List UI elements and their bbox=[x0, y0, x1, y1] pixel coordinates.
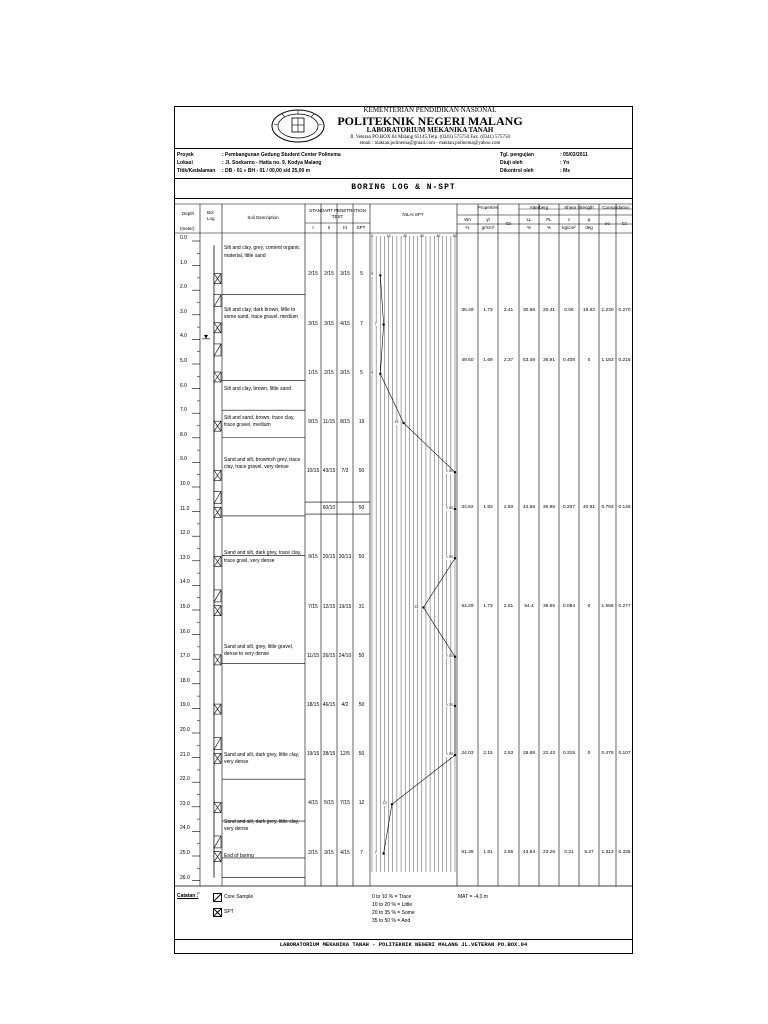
property-pl: 23.26 bbox=[542, 849, 555, 855]
property-cc: 0.107 bbox=[618, 751, 631, 757]
property-gs: 2.53 bbox=[503, 751, 514, 757]
spt-blows-ii: 38/15 bbox=[322, 751, 336, 758]
spt-point bbox=[402, 422, 404, 424]
property-ll: 44.66 bbox=[522, 505, 535, 511]
spt-point-label: 7 bbox=[374, 850, 377, 855]
phi-unit: deg bbox=[585, 225, 593, 230]
spt-sample-icon bbox=[213, 908, 222, 917]
property-c: 0.408 bbox=[562, 357, 575, 363]
proyek-label: Proyek bbox=[177, 152, 194, 158]
spt-blows-ii: 46/15 bbox=[322, 701, 336, 708]
property-cc: 0.270 bbox=[618, 308, 631, 314]
property-gt: 1.69 bbox=[483, 357, 493, 363]
spt-col-ii: II bbox=[327, 225, 331, 230]
depth-label: 5.0 bbox=[180, 358, 187, 364]
spt-point bbox=[382, 323, 384, 325]
property-gt: 1.93 bbox=[483, 505, 493, 511]
depth-label: 23.0 bbox=[180, 800, 190, 807]
spt-point-label: 12 bbox=[382, 801, 387, 806]
spt-blows-i: 19/15 bbox=[306, 751, 320, 758]
property-wn: 49.50 bbox=[461, 357, 474, 363]
depth-label: 12.0 bbox=[180, 530, 190, 537]
depth-label: 13.0 bbox=[180, 554, 190, 561]
spt-point-label: > 50 bbox=[446, 752, 453, 757]
spt-blows-ii: 5/15 bbox=[324, 800, 334, 807]
property-cc: 0.335 bbox=[618, 849, 631, 855]
spt-blows-ii: 3/15 bbox=[324, 320, 334, 327]
depth-unit: (meter) bbox=[180, 226, 195, 231]
property-cc: 0.146 bbox=[618, 505, 631, 511]
property-c: 0.21 bbox=[564, 849, 574, 855]
spt-blows-ii: 26/15 bbox=[322, 652, 336, 659]
spt-value: 5 bbox=[360, 369, 363, 376]
spt-blows-i: 1/15 bbox=[308, 369, 318, 376]
spt-value: 50 bbox=[358, 505, 365, 512]
property-c: 0.06 bbox=[564, 308, 574, 314]
nilai-axis-tick: 40 bbox=[436, 234, 441, 238]
spt-blows-iii: 12/5 bbox=[340, 751, 350, 758]
soil-desc-header: Soil Description bbox=[247, 215, 279, 220]
atterberg-header: Atterberg bbox=[529, 205, 549, 210]
property-phi: 19.62 bbox=[582, 308, 595, 314]
cc-header: Cc bbox=[621, 221, 628, 226]
depth-label: 15.0 bbox=[180, 604, 190, 610]
spt-col-spt: SPT bbox=[356, 225, 366, 230]
soil-layer-description: Sand and silt, dark grey, little clay, very dense bbox=[224, 752, 300, 766]
spt-blows-i: 3/15 bbox=[308, 320, 318, 327]
nilai-axis-tick: 10 bbox=[386, 234, 391, 238]
spt-point-label: > 50 bbox=[446, 469, 453, 474]
depth-label: 19.0 bbox=[180, 702, 190, 709]
groundwater-triangle bbox=[204, 335, 208, 339]
soil-layer-description: Sand and silt, brownish grey, trace clay, trace gravel, very dense bbox=[224, 456, 301, 471]
depth-label: 4.0 bbox=[180, 333, 187, 340]
spt-point bbox=[391, 803, 393, 805]
dikontrol-label: Dikontrol oleh bbox=[500, 168, 534, 174]
nilai-axis-tick: 0 bbox=[371, 234, 373, 238]
c-header: c bbox=[567, 217, 571, 222]
note-little: 10 to 20 % = Little bbox=[372, 902, 413, 908]
spt-point-label: 19 bbox=[394, 420, 399, 424]
consol-header: Consolidation bbox=[602, 205, 630, 210]
depth-label: 6.0 bbox=[180, 382, 187, 389]
spt-blows-iii: 3/15 bbox=[340, 271, 350, 278]
property-gs: 2.41 bbox=[503, 308, 514, 314]
property-gt: 1.81 bbox=[483, 849, 493, 855]
depth-label: 16.0 bbox=[180, 628, 190, 635]
property-eo: 1.585 bbox=[601, 603, 614, 609]
spt-value: 31 bbox=[358, 603, 365, 610]
spt-point bbox=[454, 471, 456, 473]
property-wn: 34.62 bbox=[461, 505, 474, 511]
shear-header: Shear strength bbox=[564, 205, 594, 210]
spt-blows-iii: 3/15 bbox=[340, 369, 350, 376]
spt-value: 50 bbox=[358, 701, 365, 708]
property-ll: 54.4 bbox=[524, 603, 534, 609]
spt-blows-i: 10/15 bbox=[306, 468, 320, 475]
tgl-value: : 05/03/2011 bbox=[560, 152, 588, 158]
property-wn: 61.38 bbox=[461, 849, 474, 855]
depth-label: 3.0 bbox=[180, 308, 187, 315]
soil-layer-description: Silt and sand, brown, trace clay, trace gravel, medium bbox=[224, 415, 295, 429]
spt-blows-iii: 4/15 bbox=[340, 320, 350, 327]
spt-point bbox=[454, 705, 456, 707]
spt-point bbox=[454, 656, 456, 658]
depth-label: 2.0 bbox=[180, 284, 187, 291]
property-eo: 0.793 bbox=[601, 505, 614, 511]
depth-label: 11.0 bbox=[180, 505, 190, 512]
depth-label: 0.0 bbox=[180, 235, 187, 241]
spt-point-label: > 50 bbox=[446, 506, 453, 511]
spt-value: 50 bbox=[358, 652, 365, 659]
diuji-label: Diuji oleh bbox=[500, 160, 523, 166]
pl-unit: % bbox=[546, 225, 551, 230]
spt-value: 50 bbox=[358, 751, 365, 758]
c-unit: kg/cm² bbox=[562, 225, 576, 230]
depth-label: 18.0 bbox=[180, 677, 190, 684]
lokasi-value: : Jl. Soekarno - Hatta no. 9, Kodya Malang bbox=[222, 160, 322, 166]
soil-layer-description: Silt and clay, brown, little sand bbox=[224, 385, 291, 392]
spt-blows-iii: 4/2 bbox=[341, 701, 349, 708]
spt-blows-ii: 3/15 bbox=[324, 849, 334, 856]
property-eo: 1.183 bbox=[601, 357, 614, 363]
properties-header: Properties bbox=[477, 205, 499, 210]
property-ll: 53.48 bbox=[522, 357, 535, 363]
spt-point bbox=[422, 606, 424, 608]
property-eo: 1.230 bbox=[601, 308, 614, 314]
spt-point-label: 7 bbox=[374, 321, 377, 326]
property-phi: 40.91 bbox=[582, 505, 595, 511]
property-gs: 2.37 bbox=[503, 357, 514, 363]
property-eo: 0.478 bbox=[601, 751, 614, 757]
depth-label: 10.0 bbox=[180, 481, 190, 487]
ll-unit: % bbox=[526, 225, 531, 230]
titik-label: Titik/Kedalaman bbox=[177, 168, 216, 174]
spt-point-label: 31 bbox=[414, 604, 419, 609]
spt-blows-i: 9/15 bbox=[308, 419, 318, 425]
spt-value: 19 bbox=[358, 419, 365, 425]
spt-blows-ii: 20/15 bbox=[322, 554, 336, 561]
dikontrol-value: : Ms bbox=[560, 168, 570, 174]
spt-blows-iii: 4/15 bbox=[340, 849, 350, 856]
spt-header: STANDART PENETRATION bbox=[309, 208, 366, 213]
spt-blows-i: 7/15 bbox=[308, 603, 318, 610]
depth-label: 8.0 bbox=[180, 431, 187, 438]
spt-blows-ii: 12/15 bbox=[322, 603, 336, 610]
property-c: 0.084 bbox=[562, 603, 575, 609]
depth-label: 22.0 bbox=[180, 776, 190, 783]
nilai-axis-tick: 20 bbox=[403, 234, 408, 238]
school-name: POLITEKNIK NEGERI MALANG bbox=[337, 114, 523, 128]
eo-header: eo bbox=[604, 221, 610, 226]
lab-address: Jl. Veteran PO.BOX 04 Malang 65145,Telp. (0341) 575750 Fax. (0341) 575750 bbox=[350, 134, 510, 140]
property-gt: 1.73 bbox=[483, 603, 493, 609]
spt-blows-i: 4/15 bbox=[308, 800, 318, 807]
phi-header: φ bbox=[587, 217, 591, 222]
nilai-spt-header: NILAI SPT bbox=[402, 212, 424, 217]
catatan-label: Catatan : bbox=[177, 893, 199, 899]
spt-point-label: > 50 bbox=[446, 702, 453, 707]
gs-header: Gs bbox=[505, 221, 512, 226]
spt-point bbox=[382, 852, 384, 854]
property-gs: 2.55 bbox=[503, 849, 514, 855]
property-pl: 22.43 bbox=[542, 751, 555, 757]
spt-blows-ii: 11/15 bbox=[322, 419, 336, 425]
mat-note: MAT = -4,0 m bbox=[458, 894, 488, 900]
gamma-unit: gr/cm³ bbox=[481, 225, 495, 230]
property-phi: 0 bbox=[587, 603, 591, 609]
property-ll: 43.84 bbox=[522, 849, 535, 855]
note-some: 20 to 35 % = Some bbox=[372, 910, 415, 916]
proyek-value: : Pembangunan Gedung Student Center Polinema bbox=[222, 152, 341, 158]
property-pl: 35.91 bbox=[542, 357, 555, 363]
core-sample-icon bbox=[213, 893, 222, 902]
spt-point bbox=[379, 373, 381, 375]
property-wn: 24.03 bbox=[461, 751, 474, 757]
soil-layer-description: End of boring bbox=[224, 853, 254, 859]
property-ll: 30.66 bbox=[522, 308, 535, 314]
spt-value: 50 bbox=[358, 468, 365, 475]
property-eo: 1.313 bbox=[601, 849, 614, 855]
property-gs: 2.50 bbox=[503, 505, 514, 511]
property-pl: 30.96 bbox=[542, 505, 555, 511]
spt-blows-ii: 43/15 bbox=[322, 468, 336, 475]
spt-blows-i: 2/15 bbox=[308, 849, 318, 856]
spt-point-label: > 50 bbox=[446, 653, 453, 658]
property-gt: 1.73 bbox=[483, 308, 493, 314]
spt-blows-i: 9/15 bbox=[308, 554, 318, 561]
spt-sample-label: SPT bbox=[224, 909, 234, 915]
spt-point bbox=[454, 557, 456, 559]
lokasi-label: Lokasi bbox=[177, 160, 193, 166]
spt-value: 50 bbox=[358, 554, 365, 561]
soil-layer-description: Silt and clay, grey, content organic material, little sand bbox=[224, 245, 300, 259]
property-gs: 2.61 bbox=[503, 603, 514, 609]
core-sample-label: Core Sample bbox=[224, 894, 254, 900]
property-phi: 0 bbox=[587, 751, 591, 757]
depth-label: 24.0 bbox=[180, 825, 190, 832]
footer-text: LABORATORIUM MEKANIKA TANAH - POLITEKNIK NEGERI MALANG JL.VETERAN PO.BOX.04 bbox=[279, 941, 528, 948]
spt-blows-ii: 2/15 bbox=[324, 369, 334, 376]
spt-point-label: 5 bbox=[371, 370, 374, 375]
property-gt: 2.15 bbox=[483, 751, 493, 757]
spt-blows-i: 2/15 bbox=[308, 271, 318, 278]
nilai-axis-tick: 30 bbox=[419, 234, 424, 238]
depth-label: 1.0 bbox=[180, 259, 187, 266]
spt-blows-iii: 7/3 bbox=[341, 468, 349, 475]
spt-col-i: I bbox=[312, 225, 314, 230]
spt-blows-iii: 19/15 bbox=[338, 603, 352, 610]
spt-col-iii: III bbox=[343, 225, 347, 230]
depth-label: 17.0 bbox=[180, 653, 190, 660]
spt-blows-iii: 7/15 bbox=[340, 800, 350, 807]
depth-label: 9.0 bbox=[180, 456, 187, 463]
spt-point bbox=[454, 508, 456, 510]
wn-header: Wn bbox=[464, 217, 471, 222]
nilai-axis-tick: 50 bbox=[453, 234, 457, 238]
property-c: 0.315 bbox=[562, 751, 575, 757]
soil-layer-description: Sand and silt, dark grey, trace clay, trace gravl, very dense bbox=[224, 550, 302, 564]
property-pl: 36.65 bbox=[542, 603, 555, 609]
spt-merged-blows: 60/10 bbox=[322, 505, 336, 512]
spt-header-2: TEST bbox=[331, 214, 344, 219]
property-wn: 35.49 bbox=[461, 308, 474, 314]
gamma-header: γt bbox=[486, 217, 490, 222]
wn-unit: % bbox=[465, 225, 470, 230]
log-header: Log bbox=[207, 216, 215, 221]
depth-label: 25.0 bbox=[180, 850, 190, 856]
property-c: 0.207 bbox=[562, 505, 575, 511]
spt-value: 7 bbox=[360, 849, 363, 856]
depth-label: 7.0 bbox=[180, 407, 187, 414]
lab-email: email : maktan.polinema@gmail.com - maktan.polinema@yahoo.com bbox=[359, 141, 501, 146]
soil-layer-description: Sand and silt, dark grey, little clay, very dense bbox=[224, 818, 300, 832]
spt-blows-i: 18/15 bbox=[306, 701, 320, 708]
document-title: BORING LOG & N-SPT bbox=[351, 183, 456, 192]
spt-blows-iii: 8/15 bbox=[340, 419, 350, 425]
property-cc: 0.215 bbox=[618, 357, 631, 363]
spt-blows-i: 11/15 bbox=[306, 652, 320, 659]
spt-point bbox=[454, 754, 456, 756]
depth-label: 26.0 bbox=[180, 874, 190, 881]
spt-point-label: 5 bbox=[371, 272, 374, 277]
diuji-value: : Yn bbox=[560, 160, 570, 166]
spt-point bbox=[379, 274, 381, 276]
tgl-label: Tgl. pengujian bbox=[500, 152, 534, 158]
spt-point-label: > 50 bbox=[446, 555, 453, 560]
bor-header: Bor bbox=[207, 210, 215, 215]
property-wn: 64.29 bbox=[461, 603, 474, 609]
soil-layer-description: Silt and clay, dark brown, little to some sand, trace gravel, medium bbox=[224, 306, 298, 321]
property-phi: 5.27 bbox=[584, 849, 594, 855]
spt-value: 5 bbox=[360, 271, 363, 278]
titik-value: : DB - 01 » BH - 01 / 00,00 s/d 25,00 m bbox=[222, 168, 311, 174]
spt-value: 12 bbox=[358, 800, 365, 807]
depth-label: 20.0 bbox=[180, 727, 190, 733]
ministry-name: KEMENTERIAN PENDIDIKAN NASIONAL bbox=[363, 106, 497, 114]
property-phi: 0 bbox=[587, 357, 591, 363]
property-ll: 28.88 bbox=[522, 751, 535, 757]
ll-header: LL bbox=[526, 217, 532, 222]
spt-blows-iii: 24/10 bbox=[338, 652, 352, 659]
lab-name: LABORATORIUM MEKANIKA TANAH bbox=[366, 126, 494, 134]
note-and: 35 to 50 % = And bbox=[372, 918, 411, 924]
spt-blows-iii: 30/13 bbox=[338, 554, 352, 561]
depth-label: 14.0 bbox=[180, 579, 190, 586]
spt-value: 7 bbox=[360, 320, 363, 327]
pl-header: PL bbox=[546, 217, 552, 222]
spt-blows-ii: 2/15 bbox=[324, 271, 334, 278]
property-cc: 0.277 bbox=[618, 603, 631, 609]
depth-label: 21.0 bbox=[180, 751, 190, 758]
note-trace: 0 to 10 % = Trace bbox=[372, 894, 412, 900]
divider bbox=[174, 939, 633, 940]
depth-header: Depth bbox=[182, 211, 195, 216]
soil-layer-description: Sand and silt, grey, little gravel, dense to very dense bbox=[224, 643, 294, 658]
property-pl: 20.41 bbox=[542, 308, 555, 314]
